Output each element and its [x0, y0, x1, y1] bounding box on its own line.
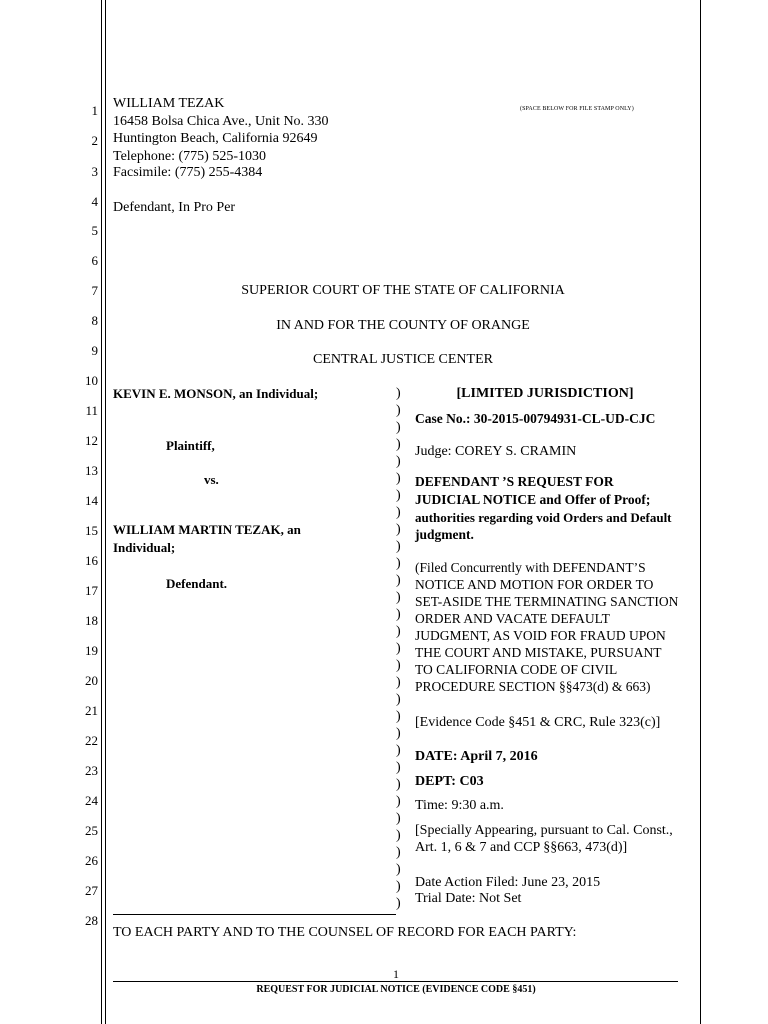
line-number: 13 — [85, 463, 98, 478]
filed-concurrently-line: JUDGMENT, AS VOID FOR FRAUD UPON — [415, 628, 666, 643]
footer-rule — [113, 981, 678, 982]
line-number: 28 — [85, 913, 98, 928]
versus-label: vs. — [204, 472, 219, 487]
defendant-name-line-2: Individual; — [113, 540, 176, 555]
line-number: 11 — [85, 403, 98, 418]
filed-concurrently-line: SET-ASIDE THE TERMINATING SANCTION — [415, 594, 679, 609]
line-number: 14 — [85, 493, 98, 508]
party-address-line-2: Huntington Beach, California 92649 — [113, 131, 318, 146]
case-number: Case No.: 30-2015-00794931-CL-UD-CJC — [415, 411, 656, 426]
line-number: 7 — [91, 283, 98, 298]
filed-concurrently-line: TO CALIFORNIA CODE OF CIVIL — [415, 662, 618, 677]
filed-concurrently-line: PROCEDURE SECTION §§473(d) & 663) — [415, 679, 651, 694]
party-name: WILLIAM TEZAK — [113, 96, 225, 111]
line-number: 10 — [85, 373, 98, 388]
hearing-dept: DEPT: C03 — [415, 774, 484, 789]
line-number: 15 — [85, 523, 98, 538]
page-number: 1 — [393, 967, 399, 981]
filed-concurrently-line: NOTICE AND MOTION FOR ORDER TO — [415, 577, 654, 592]
filed-concurrently-line: THE COURT AND MISTAKE, PURSUANT — [415, 645, 662, 660]
file-stamp-note: (SPACE BELOW FOR FILE STAMP ONLY) — [520, 106, 634, 112]
line-number: 24 — [85, 793, 98, 808]
line-number: 12 — [85, 433, 98, 448]
judge-name: Judge: COREY S. CRAMIN — [415, 444, 577, 459]
line-number: 2 — [91, 133, 98, 148]
court-name: SUPERIOR COURT OF THE STATE OF CALIFORNIA — [241, 283, 565, 298]
line-number: 22 — [85, 733, 98, 748]
line-number: 21 — [85, 703, 98, 718]
line-number: 6 — [91, 253, 98, 268]
special-appearance-line-2: Art. 1, 6 & 7 and CCP §§663, 473(d)] — [415, 840, 628, 855]
evidence-code-note: [Evidence Code §451 & CRC, Rule 323(c)] — [415, 715, 661, 730]
line-number: 18 — [85, 613, 98, 628]
hearing-date: DATE: April 7, 2016 — [415, 749, 538, 764]
line-number: 17 — [85, 583, 98, 598]
document-title-line: JUDICIAL NOTICE and Offer of Proof; — [415, 492, 651, 507]
line-number: 26 — [85, 853, 98, 868]
court-county: IN AND FOR THE COUNTY OF ORANGE — [276, 318, 530, 333]
filed-concurrently-line: ORDER AND VACATE DEFAULT — [415, 611, 610, 626]
line-number: 9 — [91, 343, 98, 358]
line-number: 20 — [85, 673, 98, 688]
footer-title: REQUEST FOR JUDICIAL NOTICE (EVIDENCE CODE §451) — [256, 984, 536, 995]
line-number: 27 — [85, 883, 98, 898]
document-title-line: judgment. — [415, 527, 474, 542]
caption-divider: ) ) ) ) ) ) ) ) ) ) ) ) ) ) ) ) ) ) ) ) ) ) ) ) ) ) ) ) ) ) ) — [396, 386, 401, 911]
line-number: 4 — [91, 194, 98, 209]
line-number: 8 — [91, 313, 98, 328]
line-number: 3 — [91, 164, 98, 179]
line-number: 25 — [85, 823, 98, 838]
defendant-label: Defendant. — [166, 576, 228, 591]
left-margin-rule-1 — [101, 0, 102, 1024]
party-facsimile: Facsimile: (775) 255-4384 — [113, 165, 263, 180]
plaintiff-label: Plaintiff, — [166, 438, 215, 453]
date-action-filed: Date Action Filed: June 23, 2015 — [415, 875, 601, 890]
court-center: CENTRAL JUSTICE CENTER — [313, 352, 493, 367]
line-number: 16 — [85, 553, 98, 568]
line-number: 23 — [85, 763, 98, 778]
caption-underline — [113, 914, 396, 915]
party-role: Defendant, In Pro Per — [113, 200, 236, 215]
line-number: 1 — [91, 103, 98, 118]
party-telephone: Telephone: (775) 525-1030 — [113, 149, 266, 164]
party-address-line-1: 16458 Bolsa Chica Ave., Unit No. 330 — [113, 114, 329, 129]
trial-date: Trial Date: Not Set — [415, 891, 522, 906]
special-appearance-line-1: [Specially Appearing, pursuant to Cal. Const., — [415, 823, 673, 838]
filed-concurrently-line: (Filed Concurrently with DEFENDANT’S — [415, 560, 646, 575]
line-number: 19 — [85, 643, 98, 658]
line-number: 5 — [91, 223, 98, 238]
document-title-line: DEFENDANT ’S REQUEST FOR — [415, 474, 614, 489]
salutation: TO EACH PARTY AND TO THE COUNSEL OF RECORD FOR EACH PARTY: — [113, 925, 577, 940]
hearing-time: Time: 9:30 a.m. — [415, 798, 504, 813]
left-margin-rule-2 — [105, 0, 106, 1024]
defendant-name-line-1: WILLIAM MARTIN TEZAK, an — [113, 522, 301, 537]
right-margin-rule — [700, 0, 701, 1024]
jurisdiction-label: [LIMITED JURISDICTION] — [456, 386, 634, 401]
plaintiff-name: KEVIN E. MONSON, an Individual; — [113, 386, 319, 401]
document-title-line: authorities regarding void Orders and Default — [415, 510, 672, 525]
